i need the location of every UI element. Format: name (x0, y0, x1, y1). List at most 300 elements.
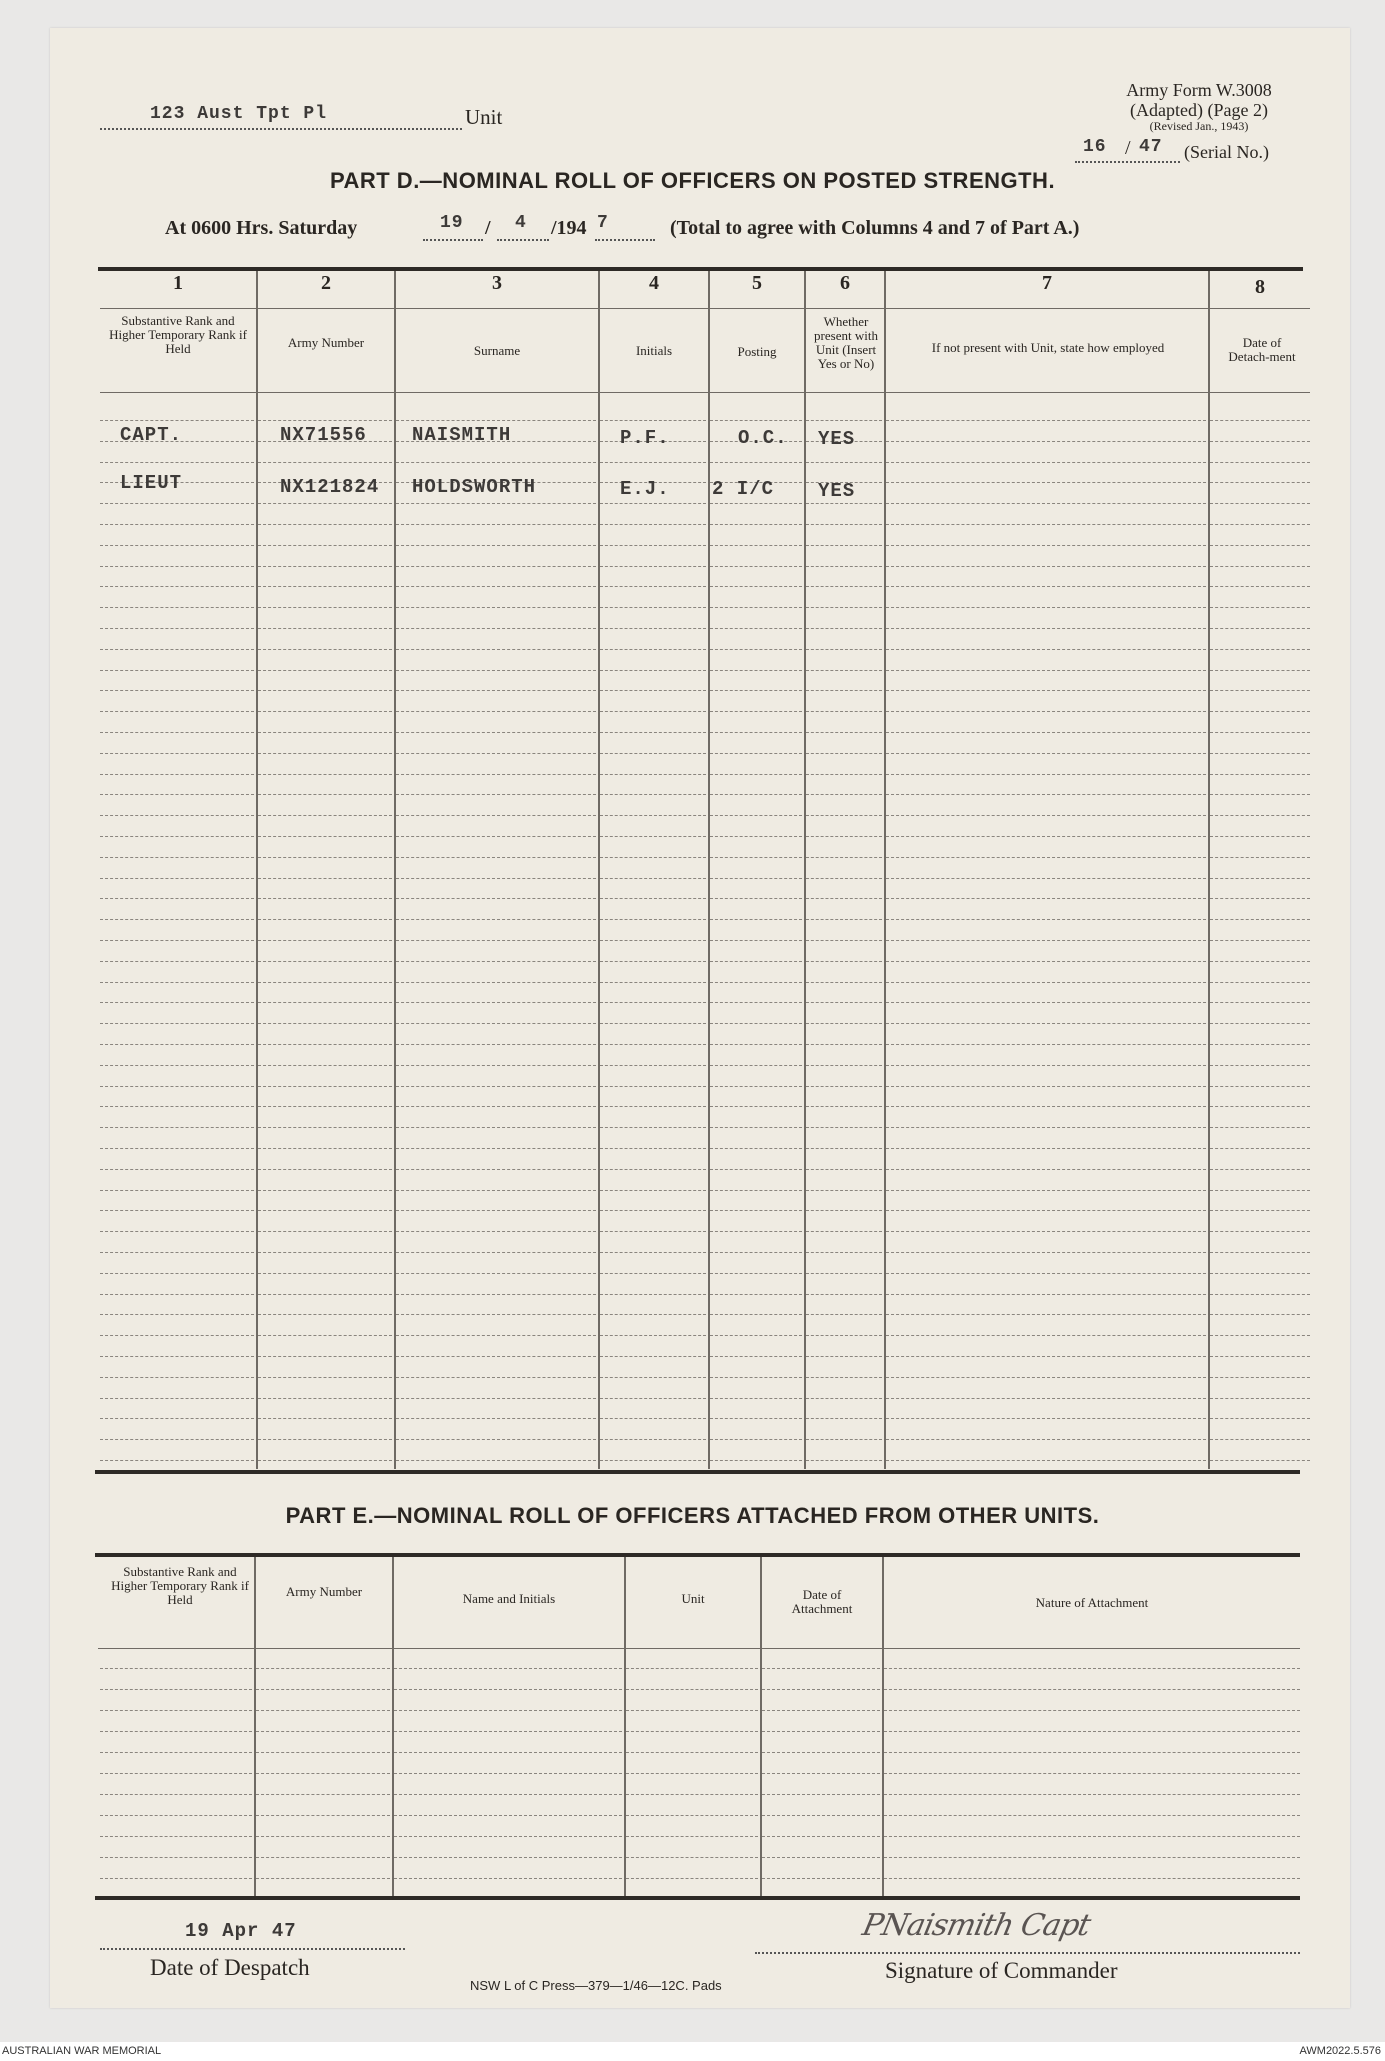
ruled-line (600, 649, 706, 650)
ruled-line (100, 1878, 252, 1879)
ruled-line (1210, 1418, 1310, 1419)
ruled-line (886, 857, 1206, 858)
ruled-line (396, 1210, 596, 1211)
ruled-line (396, 503, 596, 504)
ruled-line (394, 1752, 622, 1753)
ruled-line (806, 1002, 882, 1003)
ruled-line (600, 1065, 706, 1066)
ruled-line (600, 898, 706, 899)
ruled-line (100, 1314, 254, 1315)
ruled-line (258, 711, 392, 712)
ruled-line (100, 898, 254, 899)
ruled-line (396, 1439, 596, 1440)
ruled-line (1210, 1398, 1310, 1399)
ruled-line (258, 690, 392, 691)
ruled-line (100, 1023, 254, 1024)
ruled-line (100, 586, 254, 587)
ruled-line (600, 1210, 706, 1211)
ruled-line (600, 1106, 706, 1107)
ruled-line (806, 607, 882, 608)
ruled-line (396, 690, 596, 691)
ruled-line (1210, 836, 1310, 837)
ruled-line (886, 1460, 1206, 1461)
ruled-line (396, 1065, 596, 1066)
ruled-line (100, 1460, 254, 1461)
ruled-line (258, 878, 392, 879)
ruled-line (710, 982, 802, 983)
ruled-line (258, 1356, 392, 1357)
ruled-line (100, 1731, 252, 1732)
ruled-line (600, 815, 706, 816)
ruled-line (806, 1460, 882, 1461)
ruled-line (100, 1335, 254, 1336)
ruled-line (886, 1106, 1206, 1107)
ruled-line (1210, 1169, 1310, 1170)
ruled-line (1210, 1231, 1310, 1232)
ruled-line (806, 1044, 882, 1045)
ruled-line (710, 1439, 802, 1440)
ruled-line (100, 1252, 254, 1253)
ruled-line (1210, 462, 1310, 463)
ruled-line (886, 420, 1206, 421)
ruled-line (394, 1857, 622, 1858)
unit-field (100, 106, 462, 130)
ruled-line (100, 420, 254, 421)
ruled-line (806, 1314, 882, 1315)
signature-label: Signature of Commander (885, 1958, 1118, 1983)
ruled-line (710, 1065, 802, 1066)
ruled-line (1210, 1127, 1310, 1128)
ruled-line (258, 607, 392, 608)
col-6-header: Whether present with Unit (Insert Yes or No) (814, 314, 878, 371)
ruled-line (100, 1815, 252, 1816)
ruled-line (258, 524, 392, 525)
ruled-line (806, 670, 882, 671)
ruled-line (100, 1857, 252, 1858)
serial-number-field: 16 / 47 (1075, 141, 1180, 163)
ruled-line (762, 1815, 880, 1816)
ruled-line (600, 1252, 706, 1253)
col-6-number: 6 (840, 272, 850, 294)
ruled-line (762, 1752, 880, 1753)
ruled-line (710, 1002, 802, 1003)
row-1-surname: NAISMITH (412, 424, 512, 446)
ruled-line (884, 1752, 1300, 1753)
ruled-line (884, 1689, 1300, 1690)
ruled-line (256, 1857, 390, 1858)
ruled-line (886, 919, 1206, 920)
ruled-line (256, 1815, 390, 1816)
ruled-line (886, 649, 1206, 650)
ruled-line (886, 1252, 1206, 1253)
ruled-line (806, 1439, 882, 1440)
ruled-line (886, 836, 1206, 837)
col-2-header: Army Number (287, 335, 365, 350)
col-1-number: 1 (173, 272, 183, 294)
ruled-line (396, 586, 596, 587)
ruled-line (258, 1044, 392, 1045)
ruled-line (626, 1668, 758, 1669)
ruled-line (396, 1127, 596, 1128)
ruled-line (600, 420, 706, 421)
ruled-line (600, 919, 706, 920)
ruled-line (258, 462, 392, 463)
date-year-suffix: 7 (597, 213, 609, 233)
ruled-line (256, 1689, 390, 1690)
ruled-line (884, 1878, 1300, 1879)
ruled-line (258, 503, 392, 504)
ruled-line (710, 649, 802, 650)
ruled-line (600, 1190, 706, 1191)
ruled-line (1210, 1439, 1310, 1440)
ruled-line (806, 732, 882, 733)
ruled-line (258, 1252, 392, 1253)
at-prefix: At 0600 Hrs. Saturday (165, 217, 358, 239)
ruled-line (710, 1044, 802, 1045)
ruled-line (100, 732, 254, 733)
ruled-line (396, 1086, 596, 1087)
ruled-line (394, 1794, 622, 1795)
ruled-line (600, 1002, 706, 1003)
ruled-line (710, 545, 802, 546)
ruled-line (396, 732, 596, 733)
ruled-line (258, 420, 392, 421)
ruled-line (100, 1668, 252, 1669)
ruled-line (100, 1439, 254, 1440)
ruled-line (886, 898, 1206, 899)
ruled-line (806, 1294, 882, 1295)
ruled-line (258, 898, 392, 899)
part-d-title: PART D.—NOMINAL ROLL OF OFFICERS ON POSTED STRENGTH. (329, 168, 1056, 193)
ruled-line (806, 1148, 882, 1149)
ruled-line (710, 1086, 802, 1087)
ruled-line (762, 1878, 880, 1879)
ruled-line (1210, 1106, 1310, 1107)
ruled-line (394, 1689, 622, 1690)
col-7-number: 7 (1042, 272, 1052, 294)
ruled-line (100, 836, 254, 837)
row-2-surname: HOLDSWORTH (412, 476, 537, 498)
ruled-line (100, 1106, 254, 1107)
ruled-line (1210, 711, 1310, 712)
ruled-line (806, 1377, 882, 1378)
ruled-line (600, 545, 706, 546)
ruled-line (710, 1335, 802, 1336)
ruled-line (886, 566, 1206, 567)
ruled-line (710, 503, 802, 504)
date-year-prefix: /194 (551, 217, 587, 239)
ruled-line (1210, 1377, 1310, 1378)
ruled-line (600, 566, 706, 567)
ruled-line (256, 1710, 390, 1711)
ruled-line (710, 1210, 802, 1211)
ruled-line (600, 462, 706, 463)
ruled-line (1210, 1314, 1310, 1315)
ruled-line (258, 919, 392, 920)
ruled-line (806, 898, 882, 899)
ruled-line (1210, 961, 1310, 962)
form-id-line1: Army Form W.3008 (1126, 80, 1272, 100)
ruled-line (258, 732, 392, 733)
ruled-line (600, 628, 706, 629)
ruled-line (396, 753, 596, 754)
ruled-line (710, 1356, 802, 1357)
ruled-line (806, 1023, 882, 1024)
ruled-line (1210, 815, 1310, 816)
ruled-line (396, 1356, 596, 1357)
ruled-line (1210, 670, 1310, 671)
ruled-line (396, 462, 596, 463)
ruled-line (256, 1752, 390, 1753)
ruled-line (806, 940, 882, 941)
ruled-line (710, 753, 802, 754)
ruled-line (100, 1752, 252, 1753)
ruled-line (1210, 1002, 1310, 1003)
col-7-header: If not present with Unit, state how employed (931, 340, 1165, 355)
ruled-line (710, 690, 802, 691)
ruled-line (1210, 1460, 1310, 1461)
ruled-line (100, 690, 254, 691)
ruled-line (256, 1731, 390, 1732)
ruled-line (710, 919, 802, 920)
ruled-line (258, 1169, 392, 1170)
ruled-line (710, 815, 802, 816)
ruled-line (1210, 753, 1310, 754)
ruled-line (710, 836, 802, 837)
ruled-line (710, 462, 802, 463)
ruled-line (710, 420, 802, 421)
ruled-line (710, 1023, 802, 1024)
ruled-line (710, 1231, 802, 1232)
commander-signature: PNaismith Capt (859, 1908, 1094, 1943)
ruled-line (600, 524, 706, 525)
row-2-rank: LIEUT (120, 472, 183, 494)
ruled-line (1210, 690, 1310, 691)
ruled-line (396, 607, 596, 608)
ruled-line (600, 586, 706, 587)
col-4-number: 4 (649, 272, 659, 294)
ruled-line (884, 1731, 1300, 1732)
ruled-line (100, 961, 254, 962)
ruled-line (100, 1273, 254, 1274)
ruled-line (806, 586, 882, 587)
ruled-line (762, 1668, 880, 1669)
ruled-line (762, 1710, 880, 1711)
col-3-number: 3 (492, 272, 502, 294)
ruled-line (100, 1002, 254, 1003)
press-note: NSW L of C Press—379—1/46—12C. Pads (470, 1978, 722, 1993)
row-2-army-number: NX121824 (280, 476, 380, 498)
ruled-line (258, 753, 392, 754)
ruled-line (806, 1273, 882, 1274)
ruled-line (258, 545, 392, 546)
part-d-date-line: At 0600 Hrs. Saturday 19 / 4 /194 7 (Total to agree with Columns 4 and 7 of Part A.) (165, 213, 1080, 239)
ruled-line (258, 1377, 392, 1378)
ruled-line (806, 711, 882, 712)
ruled-line (100, 940, 254, 941)
despatch-date-field (100, 1922, 405, 1950)
ruled-line (258, 1398, 392, 1399)
ruled-line (258, 836, 392, 837)
ruled-line (710, 586, 802, 587)
ruled-line (806, 1252, 882, 1253)
ruled-line (396, 420, 596, 421)
ruled-line (710, 1398, 802, 1399)
ruled-line (256, 1836, 390, 1837)
ruled-line (100, 1086, 254, 1087)
part-e-col-name-initials: Name and Initials (462, 1591, 556, 1606)
ruled-line (100, 503, 254, 504)
ruled-line (884, 1794, 1300, 1795)
ruled-line (886, 607, 1206, 608)
ruled-line (396, 1190, 596, 1191)
ruled-line (396, 545, 596, 546)
ruled-line (886, 732, 1206, 733)
row-2-initials: E.J. (620, 478, 670, 500)
ruled-line (806, 1231, 882, 1232)
ruled-line (396, 1335, 596, 1336)
ruled-line (600, 1231, 706, 1232)
ruled-line (1210, 794, 1310, 795)
ruled-line (100, 649, 254, 650)
ruled-line (1210, 857, 1310, 858)
ruled-line (710, 1106, 802, 1107)
ruled-line (396, 1023, 596, 1024)
ruled-line (886, 1439, 1206, 1440)
ruled-line (100, 1231, 254, 1232)
serial-label: (Serial No.) (1184, 142, 1269, 162)
ruled-line (600, 1023, 706, 1024)
ruled-line (258, 1314, 392, 1315)
ruled-line (710, 628, 802, 629)
ruled-line (710, 794, 802, 795)
ruled-line (1210, 1148, 1310, 1149)
ruled-line (396, 628, 596, 629)
ruled-line (258, 628, 392, 629)
ruled-line (100, 774, 254, 775)
ruled-line (600, 982, 706, 983)
ruled-line (394, 1668, 622, 1669)
ruled-line (100, 1065, 254, 1066)
ruled-line (258, 1023, 392, 1024)
despatch-date: 19 Apr 47 (185, 1920, 297, 1942)
ruled-line (886, 1398, 1206, 1399)
ruled-line (762, 1731, 880, 1732)
ruled-line (396, 857, 596, 858)
ruled-line (396, 1273, 596, 1274)
ruled-line (806, 753, 882, 754)
ruled-line (258, 1127, 392, 1128)
ruled-line (396, 1377, 596, 1378)
form-id-line3: (Revised Jan., 1943) (1149, 119, 1249, 133)
ruled-line (396, 878, 596, 879)
ruled-line (710, 1377, 802, 1378)
ruled-line (762, 1689, 880, 1690)
col-4-header: Initials (635, 343, 673, 358)
col-5-header: Posting (737, 344, 777, 359)
row-2-posting: 2 I/C (712, 478, 775, 500)
ruled-line (600, 774, 706, 775)
ruled-line (100, 753, 254, 754)
ruled-line (1210, 1294, 1310, 1295)
ruled-line (806, 1356, 882, 1357)
ruled-line (100, 857, 254, 858)
ruled-line (806, 1169, 882, 1170)
col-8-number: 8 (1255, 276, 1265, 298)
ruled-line (710, 1314, 802, 1315)
ruled-line (258, 566, 392, 567)
despatch-label: Date of Despatch (150, 1955, 310, 1980)
ruled-line (600, 836, 706, 837)
ruled-line (396, 961, 596, 962)
ruled-line (886, 940, 1206, 941)
ruled-line (1210, 441, 1310, 442)
ruled-line (886, 1148, 1206, 1149)
ruled-line (1210, 1335, 1310, 1336)
ruled-line (886, 1356, 1206, 1357)
ruled-line (806, 566, 882, 567)
ruled-line (396, 670, 596, 671)
ruled-line (258, 857, 392, 858)
ruled-line (626, 1752, 758, 1753)
ruled-line (710, 1418, 802, 1419)
ruled-line (806, 774, 882, 775)
ruled-line (1210, 545, 1310, 546)
ruled-line (1210, 566, 1310, 567)
ruled-line (100, 462, 254, 463)
ruled-line (886, 711, 1206, 712)
signature-field (755, 1908, 1300, 1954)
ruled-line (600, 1273, 706, 1274)
ruled-line (100, 1398, 254, 1399)
ruled-line (600, 732, 706, 733)
serial-year: 47 (1139, 137, 1163, 157)
ruled-line (710, 878, 802, 879)
ruled-line (1210, 878, 1310, 879)
ruled-line (886, 586, 1206, 587)
ruled-line (100, 794, 254, 795)
ruled-line (396, 1148, 596, 1149)
credit-left: AUSTRALIAN WAR MEMORIAL (2, 2045, 162, 2057)
ruled-line (710, 670, 802, 671)
ruled-line (1210, 1023, 1310, 1024)
ruled-line (600, 1418, 706, 1419)
row-1-posting: O.C. (738, 427, 788, 449)
ruled-line (100, 1710, 252, 1711)
col-8-header: Date of Detach-ment (1228, 335, 1296, 364)
ruled-line (1210, 503, 1310, 504)
col-2-number: 2 (321, 272, 331, 294)
ruled-line (600, 711, 706, 712)
ruled-line (886, 1127, 1206, 1128)
ruled-line (884, 1815, 1300, 1816)
ruled-line (396, 566, 596, 567)
ruled-line (258, 1294, 392, 1295)
part-e-title: PART E.—NOMINAL ROLL OF OFFICERS ATTACHED FROM OTHER UNITS. (285, 1503, 1100, 1528)
part-e-col-rank: Substantive Rank and Higher Temporary Rank if Held (111, 1564, 249, 1607)
ruled-line (806, 690, 882, 691)
ruled-line (886, 1294, 1206, 1295)
ruled-line (806, 420, 882, 421)
ruled-line (600, 1335, 706, 1336)
ruled-line (396, 836, 596, 837)
ruled-line (710, 940, 802, 941)
ruled-line (600, 690, 706, 691)
ruled-line (1210, 919, 1310, 920)
ruled-line (396, 982, 596, 983)
ruled-line (886, 670, 1206, 671)
ruled-line (396, 898, 596, 899)
